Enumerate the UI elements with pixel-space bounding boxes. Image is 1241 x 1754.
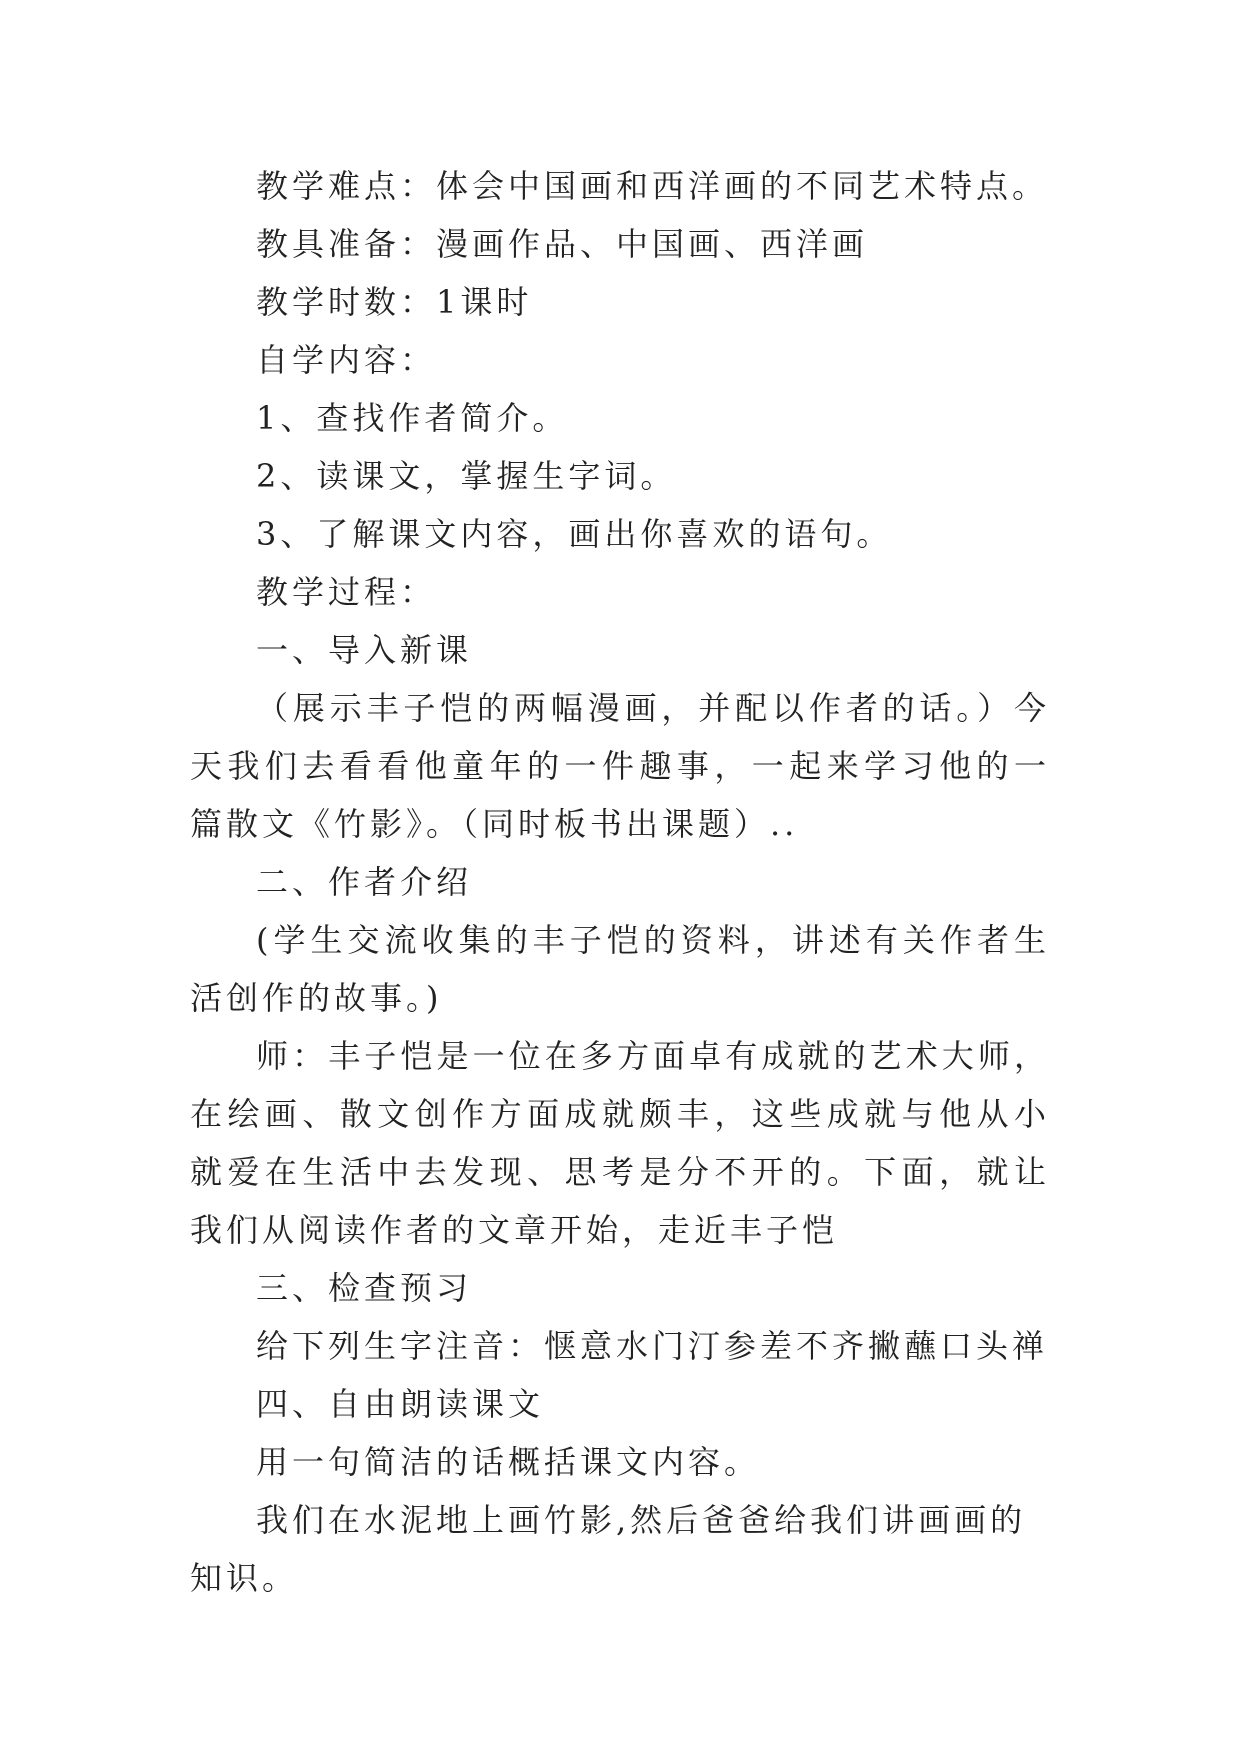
paragraph-pronunciation-task: 给下列生字注音：惬意水门汀参差不齐撇蘸口头禅 — [256, 1327, 1049, 1365]
paragraph-process-heading: 教学过程： — [256, 573, 437, 611]
paragraph-author-exchange: (学生交流收集的丰子恺的资料，讲述有关作者生活创作的故事。) — [190, 921, 1050, 1017]
section-heading-preview: 三、检查预习 — [256, 1269, 473, 1307]
paragraph-teacher-remark: 师：丰子恺是一位在多方面卓有成就的艺术大师，在绘画、散文创作方面成就颇丰，这些成就与他从小就爱在生活中去发现、思考是分不开的。下面，就让我们从阅读作者的文章开始，走近丰子恺 — [190, 1037, 1050, 1249]
document-body — [190, 157, 1050, 1607]
paragraph-teaching-aids: 教具准备：漫画作品、中国画、西洋画 — [256, 225, 869, 263]
paragraph-intro-body: （展示丰子恺的两幅漫画，并配以作者的话。）今天我们去看看他童年的一件趣事，一起来学习他的一篇散文《竹影》。（同时板书出课题）.. — [190, 689, 1050, 843]
paragraph-summary-task: 用一句简洁的话概括课文内容。 — [256, 1443, 761, 1481]
paragraph-teaching-difficulty: 教学难点：体会中国画和西洋画的不同艺术特点。 — [256, 167, 1049, 205]
paragraph-self-study-heading: 自学内容： — [256, 341, 437, 379]
paragraph-self-study-item-1: 1、查找作者简介。 — [256, 399, 569, 437]
paragraph-class-hours: 教学时数：1课时 — [256, 283, 533, 321]
section-heading-reading: 四、自由朗读课文 — [256, 1385, 545, 1423]
section-heading-author: 二、作者介绍 — [256, 863, 473, 901]
paragraph-summary-answer: 我们在水泥地上画竹影,然后爸爸给我们讲画画的知识。 — [190, 1501, 1027, 1597]
paragraph-self-study-item-2: 2、读课文，掌握生字词。 — [256, 457, 677, 495]
section-heading-intro: 一、导入新课 — [256, 631, 473, 669]
paragraph-self-study-item-3: 3、了解课文内容，画出你喜欢的语句。 — [256, 515, 893, 553]
